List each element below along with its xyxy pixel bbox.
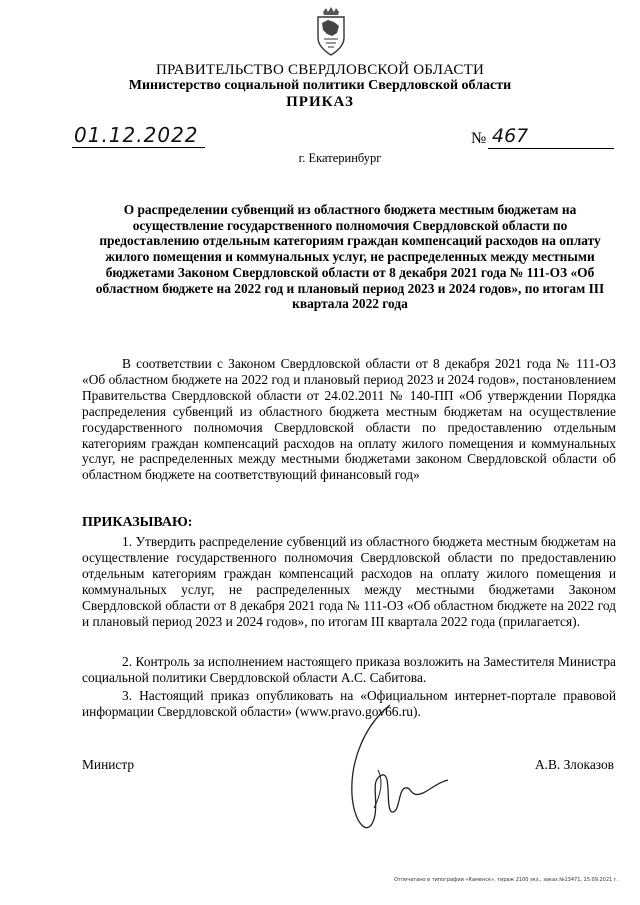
print-footer: Отпечатано в типографии «Каменск», тираж 2100 экз., заказ №13471, 15.09.2021 г. (394, 877, 618, 883)
order-item-2: 2. Контроль за исполнением настоящего приказа возложить на Заместителя Министра социальной политики Свердловской области А.С. Сабитова. (82, 654, 616, 685)
orders-label: ПРИКАЗЫВАЮ: (82, 515, 193, 530)
order-title: О распределении субвенций из областного бюджета местным бюджетам на осуществление государственного полномочия Свердловской области по предоставлению отдельным категориям граждан компенсаций расходов на оплату жилого помещения и коммунальных услуг, не распределенных между местными бюджетами Законом Свердловской области от 8 декабря 2021 года № 111-ОЗ «Об областном бюджете на 2022 год и плановый период 2023 и 2024 годов», по итогам III квартала 2022 года (95, 202, 605, 312)
order-date: 01.12.2022 (72, 123, 205, 148)
ministry-title: Министерство социальной политики Свердловской области (128, 78, 512, 93)
document-type: ПРИКАЗ (286, 94, 354, 110)
order-number: 467 (488, 126, 614, 149)
order-item-1: 1. Утвердить распределение субвенций из областного бюджета местным бюджетам на осуществление государственного полномочия Свердловской области по предоставлению отдельным категориям граждан компенсаций расходов на оплату жилого помещения и коммунальных услуг, не распределенных между местными бюджетами Законом Свердловской области от 8 декабря 2021 года № 111-ОЗ «Об областном бюджете на 2022 год и плановый период 2023 и 2024 годов», по итогам III квартала 2022 года (прилагается). (82, 534, 616, 629)
signatory-name: А.В. Злоказов (534, 757, 614, 772)
preamble: В соответствии с Законом Свердловской области от 8 декабря 2021 года № 111-ОЗ «Об областном бюджете на 2022 год и плановый период 2023 и 2024 годов», постановлением Правительства Свердловской области от 24.02.2011 № 140-ПП «Об утверждении Порядка распределения субвенций из областного бюджета местным бюджетам на осуществление государственного полномочия Свердловской области по предоставлению отдельным категориям граждан компенсаций расходов на оплату жилого помещения и коммунальных услуг, не распределенных между местными бюджетами законом Свердловской области об областном бюджете на соответствующий финансовый год» (82, 356, 616, 483)
city: г. Екатеринбург (298, 151, 382, 165)
order-item-3: 3. Настоящий приказ опубликовать на «Официальном интернет-портале правовой информации Свердловской области» (www.pravo.gov66.ru). (82, 688, 616, 719)
handwritten-signature (330, 700, 450, 845)
signatory-role: Министр (82, 757, 135, 772)
coat-of-arms-icon (314, 6, 348, 58)
number-sign: № (471, 130, 487, 147)
government-title: ПРАВИТЕЛЬСТВО СВЕРДЛОВСКОЙ ОБЛАСТИ (155, 62, 485, 78)
